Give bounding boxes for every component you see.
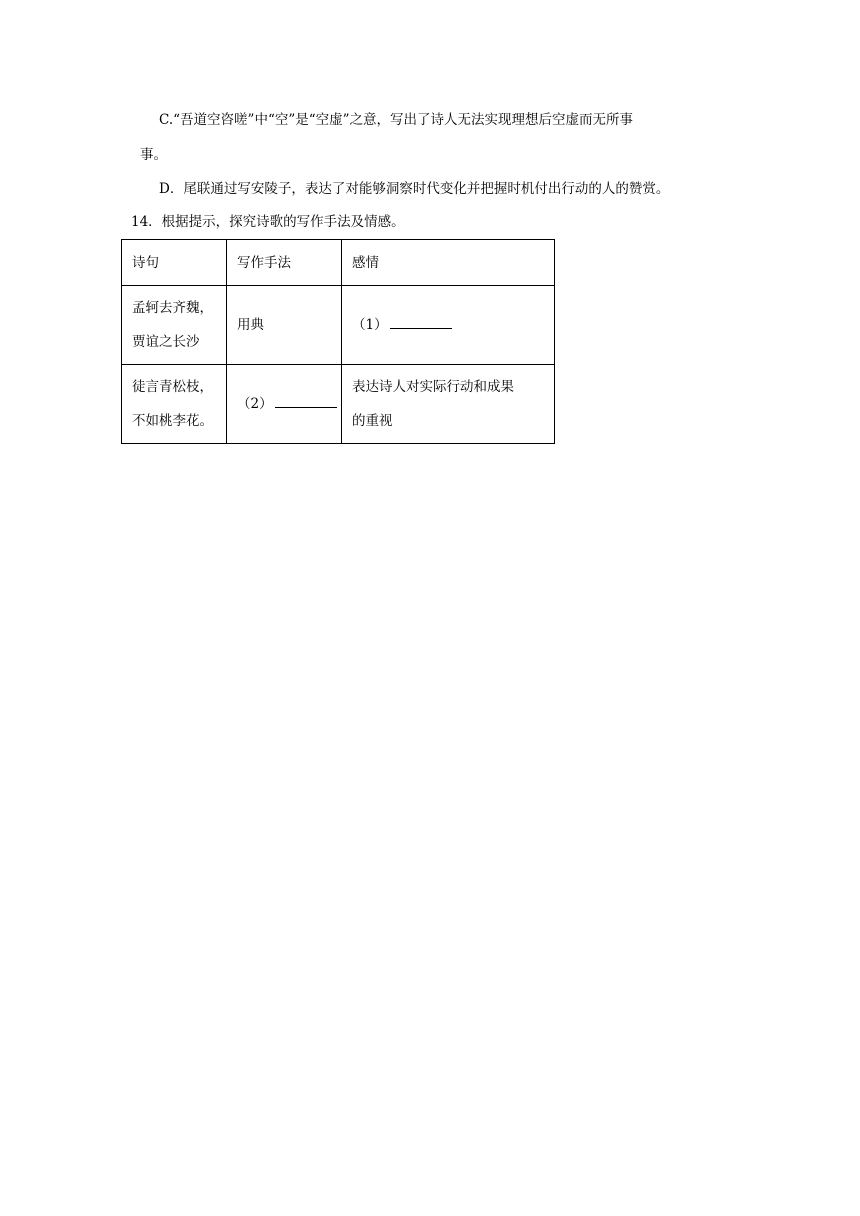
option-d-text: D．尾联通过写安陵子，表达了对能够洞察时代变化并把握时机付出行动的人的赞赏。 bbox=[159, 181, 670, 197]
technique-cell: 用典 bbox=[227, 286, 342, 365]
poem-line: 贾谊之长沙 bbox=[132, 334, 200, 350]
poem-line: 孟轲去齐魏， bbox=[132, 300, 213, 316]
header-emotion: 感情 bbox=[342, 240, 555, 286]
answer-blank-2[interactable] bbox=[275, 393, 337, 408]
emotion-line: 的重视 bbox=[352, 413, 393, 429]
blank-label-2: （2） bbox=[237, 396, 273, 412]
option-c-text-line-2: 事。 bbox=[140, 147, 167, 163]
table-header-row bbox=[122, 240, 555, 286]
header-technique: 写作手法 bbox=[227, 240, 342, 286]
table-row bbox=[122, 286, 555, 365]
emotion-cell bbox=[342, 286, 555, 365]
poem-line: 不如桃李花。 bbox=[132, 413, 213, 429]
answer-blank-1[interactable] bbox=[390, 314, 452, 329]
emotion-line: 表达诗人对实际行动和成果 bbox=[352, 379, 514, 395]
poem-cell bbox=[122, 286, 227, 365]
poem-cell bbox=[122, 365, 227, 444]
table-row bbox=[122, 365, 555, 444]
analysis-table bbox=[121, 239, 555, 444]
question-14-prompt: 14．根据提示，探究诗歌的写作手法及情感。 bbox=[131, 214, 405, 230]
technique-cell bbox=[227, 365, 342, 444]
poem-line: 徒言青松枝， bbox=[132, 379, 213, 395]
blank-label-1: （1） bbox=[352, 317, 388, 333]
header-poem-line: 诗句 bbox=[122, 240, 227, 286]
option-c-text-line-1: C.“吾道空咨嗟”中“空”是“空虚”之意，写出了诗人无法实现理想后空虚而无所事 bbox=[159, 112, 634, 128]
emotion-cell bbox=[342, 365, 555, 444]
